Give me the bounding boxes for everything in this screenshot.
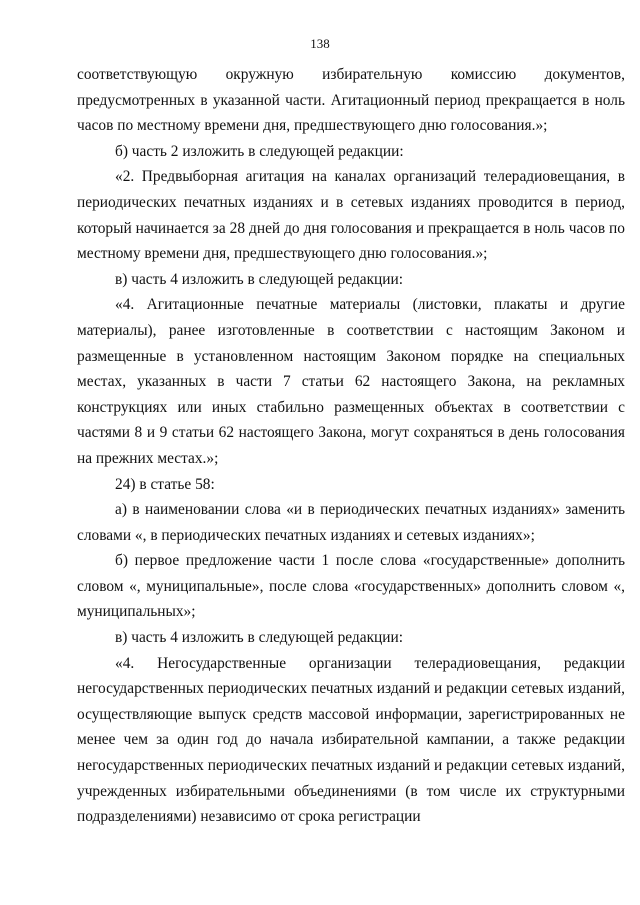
paragraph: в) часть 4 изложить в следующей редакции:	[115, 629, 404, 647]
paragraph: «2. Предвыборная агитация на каналах организаций телерадиовещания, в периодических печатных изданиях и в сетевых изданиях проводится в период, который начинается за 28 дней до дня голосования и прекращается в ноль часов по местному времени дня, предшествующего дню голосования.»;	[77, 168, 625, 263]
paragraph: б) часть 2 изложить в следующей редакции:	[115, 142, 404, 160]
page-number: 138	[310, 36, 330, 51]
paragraph: 24) в статье 58:	[115, 475, 215, 493]
paragraph: «4. Агитационные печатные материалы (листовки, плакаты и другие материалы), ранее изготовленные в соответствии с настоящим Законом и размещенные в установленном настоящим Законом порядке на специальных местах, указанных в части 7 статьи 62 настоящего Закона, на рекламных конструкциях или иных стабильно размещенных объектах в соответствии с частями 8 и 9 статьи 62 настоящего Закона, могут сохраняться в день голосования на прежних местах.»;	[77, 296, 625, 467]
paragraph-continued: соответствующую окружную избирательную комиссию документов, предусмотренных в указанной части. Агитационный период прекращается в ноль часов по местному времени дня, предшествующего дню голосования.»;	[77, 66, 625, 135]
paragraph: б) первое предложение части 1 после слова «государственные» дополнить словом «, муниципальные», после слова «государственных» дополнить словом «, муниципальных»;	[77, 552, 625, 621]
paragraph: а) в наименовании слова «и в периодических печатных изданиях» заменить словами «, в периодических печатных изданиях и сетевых изданиях»;	[77, 501, 625, 544]
paragraph: в) часть 4 изложить в следующей редакции:	[115, 270, 404, 288]
paragraph: «4. Негосударственные организации телерадиовещания, редакции негосударственных периодических печатных изданий и редакции сетевых изданий, осуществляющие выпуск средств массовой информации, зарегистрированных не менее чем за один год до начала избирательной кампании, а также редакции негосударственных периодических печатных изданий и редакции сетевых изданий, учрежденных избирательными объединениями (в том числе их структурными подразделениями) независимо от срока регистрации	[77, 654, 625, 826]
document-body	[77, 62, 625, 830]
